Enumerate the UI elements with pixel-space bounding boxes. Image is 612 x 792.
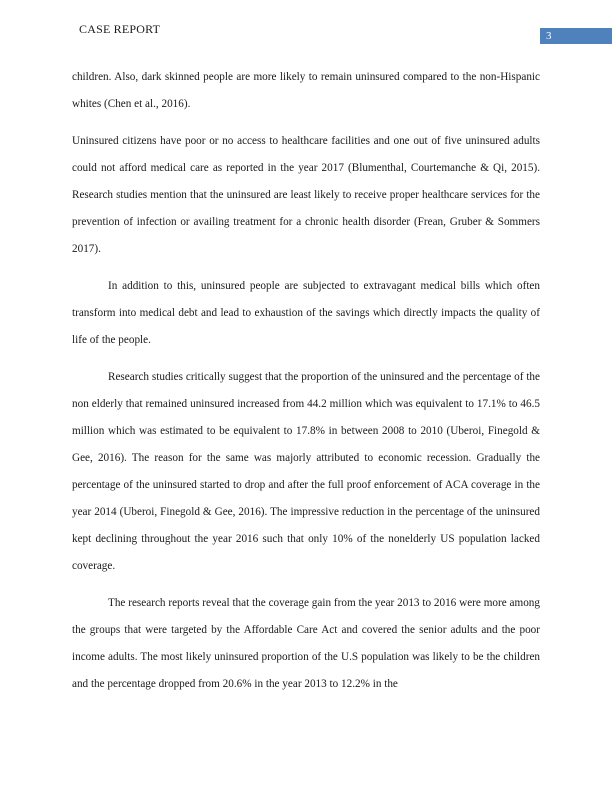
header-title: CASE REPORT xyxy=(79,22,161,36)
paragraph-5: The research reports reveal that the coverage gain from the year 2013 to 2016 were more among the groups that were targeted by the Affordable Care Act and covered the senior adults and the poor income adults. The most likely uninsured proportion of the U.S population was likely to be the children and the percentage dropped from 20.6% in the year 2013 to 12.2% in the xyxy=(72,597,540,690)
paragraph-1: children. Also, dark skinned people are more likely to remain uninsured compared to the non-Hispanic whites (Chen et al., 2016). xyxy=(72,71,540,110)
paragraph-2: Uninsured citizens have poor or no access to healthcare facilities and one out of five uninsured adults could not afford medical care as reported in the year 2017 (Blumenthal, Courtemanche & Qi, 2015). Research studies mention that the uninsured are least likely to receive proper healthcare services for the prevention of infection or availing treatment for a chronic health disorder (Frean, Gruber & Sommers 2017). xyxy=(72,135,540,255)
paragraph-4: Research studies critically suggest that the proportion of the uninsured and the percentage of the non elderly that remained uninsured increased from 44.2 million which was equivalent to 17.1% to 46.5 million which was estimated to be equivalent to 17.8% in between 2008 to 2010 (Uberoi, Finegold & Gee, 2016). The reason for the same was majorly attributed to economic recession. Gradually the percentage of the uninsured started to drop and after the full proof enforcement of ACA coverage in the year 2014 (Uberoi, Finegold & Gee, 2016). The impressive reduction in the percentage of the uninsured kept declining throughout the year 2016 such that only 10% of the nonelderly US population lacked coverage. xyxy=(72,371,540,572)
paragraph-3: In addition to this, uninsured people are subjected to extravagant medical bills which often transform into medical debt and lead to exhaustion of the savings which directly impacts the quality of life of the people. xyxy=(72,280,540,346)
page-number-badge: 3 xyxy=(540,28,612,44)
document-body xyxy=(72,64,540,708)
